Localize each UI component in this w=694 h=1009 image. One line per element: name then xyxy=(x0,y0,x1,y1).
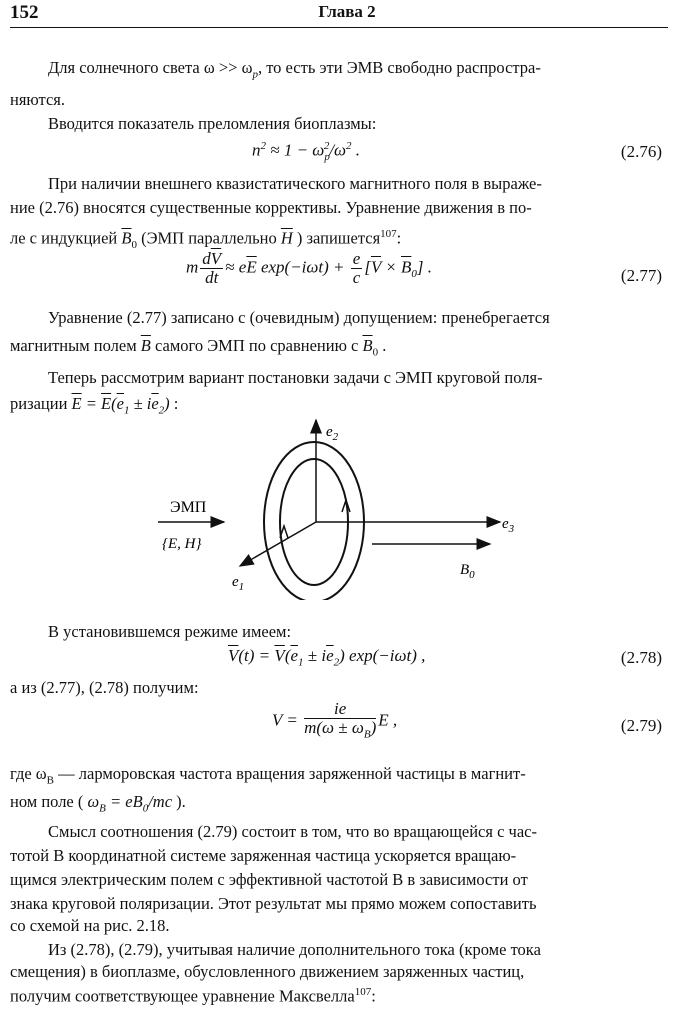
p4-text-a: магнитным полем xyxy=(10,336,137,355)
paragraph-3-line2: ние (2.76) вносятся существенные коррективы. Уравнение движения в по- xyxy=(10,198,532,217)
equation-2-79: V = $\frac{ie}{m(\omega \pm \omega_B)}$ E , xyxy=(272,699,398,741)
paragraph-4-line1: Уравнение (2.77) записано с (очевидным) допущением: пренебрегается xyxy=(48,308,550,327)
paragraph-10-line2: смещения) в биоплазме, обусловленного движением заряженных частиц, xyxy=(10,962,525,981)
axis-e1 xyxy=(240,522,316,566)
p3-text-a: ле с индукцией xyxy=(10,228,118,248)
page-number: 152 xyxy=(10,2,39,23)
paragraph-10-line1: Из (2.78), (2.79), учитывая наличие дополнительного тока (кроме тока xyxy=(48,940,541,959)
paragraph-8-line1: где $\omega_B$ — ларморовская частота вращения заряженной частицы в магнит- xyxy=(10,764,526,787)
axis-e1-label: $e_1$ xyxy=(232,574,245,593)
p1-text: Для солнечного света ω >> ω xyxy=(48,58,253,77)
paragraph-6: В установившемся режиме имеем: xyxy=(48,622,292,641)
paragraph-8-line2: ном поле ( $\omega_B = eB_0/mc$ ). xyxy=(10,792,186,815)
paragraph-5-line2: ризации $\overline{E} = \overline{E}(\overline{e}_1 \pm i\overline{e}_2)$ : xyxy=(10,394,179,417)
equation-number-2-78: (2.78) xyxy=(620,648,662,667)
paragraph-9-line1: Смысл соотношения (2.79) состоит в том, что во вращающейся с час- xyxy=(48,822,537,841)
paragraph-5-line1: Теперь рассмотрим вариант постановки задачи с ЭМП круговой поля- xyxy=(48,368,543,387)
p8-text-b: — ларморовская частота вращения заряженной частицы в магнит- xyxy=(58,764,526,783)
p3-text-b: (ЭМП параллельно xyxy=(141,228,277,248)
outer-ring xyxy=(264,442,364,600)
equation-2-76: $n^2 \approx 1 - \omega_p^2/\omega^2$ . xyxy=(252,140,361,164)
b0-label: $B_0$ xyxy=(460,562,475,581)
p5-text: ризации xyxy=(10,394,68,413)
chapter-title: Глава 2 xyxy=(318,2,376,21)
paragraph-9-line2: тотой B координатной системе заряженная частица ускоряется вращаю- xyxy=(10,846,517,865)
p8-text-c: ном поле ( xyxy=(10,792,84,811)
paragraph-9-line3: щимся электрическим полем с эффективной частотой B в зависимости от xyxy=(10,870,528,889)
paragraph-1-line2: няются. xyxy=(10,90,65,109)
p1-rest: , то есть эти ЭМВ свободно распростра- xyxy=(257,58,541,77)
p4-text-b: самого ЭМП по сравнению с xyxy=(154,336,359,355)
paragraph-3-line3: ле с индукцией $\overline{B}_0$ (ЭМП параллельно $\overline{H}$ ) запишется$^{107}$: xyxy=(10,228,402,251)
p8-text-a: где xyxy=(10,764,32,783)
equation-2-78: $\overline{V}(t) = \overline{V}(\overline{e}_1 \pm i\overline{e}_2)$ exp(−iωt) , xyxy=(228,646,426,669)
equation-2-77: m $\frac{d\overline{V}}{dt}$ ≈ $e\overline{E}$ exp(−iωt) + $\frac{e}{c}$ $[\overline{V} \times \overline{B}_0]$ . xyxy=(186,249,433,287)
paragraph-3-line1: При наличии внешнего квазистатического магнитного поля в выраже- xyxy=(48,174,542,193)
paragraph-9-line5: со схемой на рис. 2.18. xyxy=(10,916,170,935)
axis-e2-label: $e_2$ xyxy=(326,424,339,443)
field-label: {E, H} xyxy=(162,536,202,552)
paragraph-9-line4: знака круговой поляризации. Этот результат мы прямо можем сопоставить xyxy=(10,894,537,913)
polarization-figure xyxy=(140,414,540,600)
axis-e3-label: $e_3$ xyxy=(502,516,515,535)
p10-text: получим соответствующее уравнение Максвелла xyxy=(10,986,355,1006)
paragraph-4-line2: магнитным полем $\overline{B}$ самого ЭМП по сравнению с $\overline{B}_0$ . xyxy=(10,336,387,359)
p3-ref: 107 xyxy=(380,228,397,240)
header-rule xyxy=(10,27,668,28)
p1-sub: p xyxy=(252,68,258,81)
p10-colon: : xyxy=(371,986,376,1006)
equation-number-2-77: (2.77) xyxy=(620,266,662,285)
equation-number-2-79: (2.79) xyxy=(620,716,662,735)
p10-ref: 107 xyxy=(354,986,372,998)
paragraph-10-line3 xyxy=(10,980,664,1009)
equation-number-2-76: (2.76) xyxy=(620,142,662,161)
paragraph-7: а из (2.77), (2.78) получим: xyxy=(10,678,199,697)
p8-text-d: ). xyxy=(176,792,186,811)
paragraph-2: Вводится показатель преломления биоплазмы: xyxy=(48,114,377,133)
p3-text-c: ) запишется xyxy=(296,228,381,248)
paragraph-1 xyxy=(48,56,664,86)
emp-label: ЭМП xyxy=(170,499,207,516)
